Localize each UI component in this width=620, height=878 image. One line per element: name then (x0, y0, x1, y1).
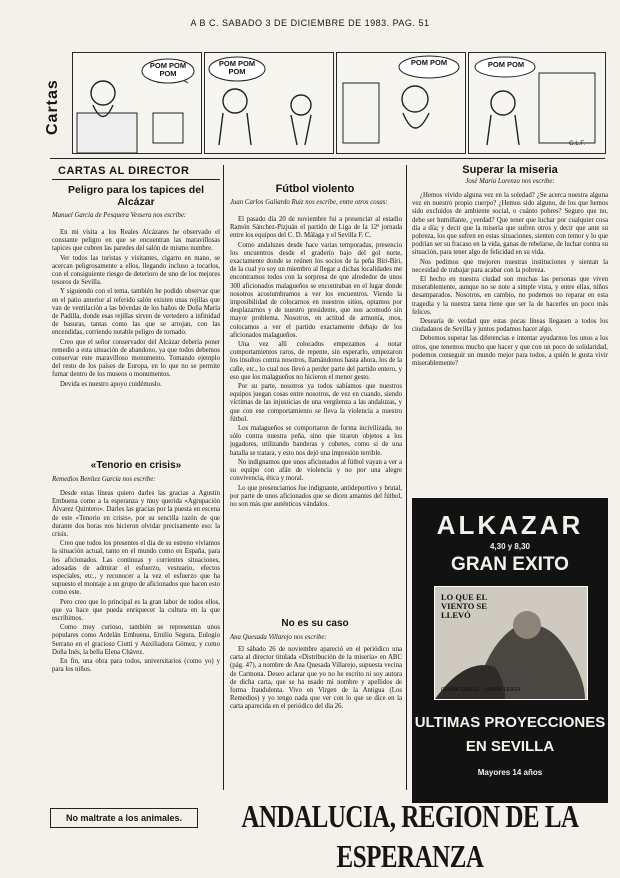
left-body-2-p4: Como muy curioso, también se representan unos populares como Ardelán Embuena, Emilio Segura, Eulogio Serrano en el gracioso Ciutti y Auxiliadora Gómez, y como Doña Inés, la bella Elena Chávez. (52, 624, 220, 656)
column-rule-2 (406, 165, 407, 790)
film-poster (434, 586, 588, 700)
comic-panel-3 (336, 52, 466, 154)
middle-body-1 (230, 216, 402, 612)
poster-cast: CLARK GABLE · VIVIEN LEIGH (441, 687, 521, 693)
left-body-2-p1: Desde estas líneas quiero darles las gracias a Agustín Embuena como a la esperanza y muy querida «Agrupación Álvarez Quintero». Darles las gracias por la puesta en escena de este «Tenorio en crisis», por su sencilla razón de que durante dos horas nos hicieron olvidar precisamente eso: la crisis. (52, 490, 220, 539)
comic-panel-2 (204, 52, 334, 154)
comic-sfx-4: POM POM (487, 60, 525, 69)
middle-byline-1: Juan Carlos Galiardo Ruiz nos escribe, entre otros cosas: (230, 199, 388, 206)
right-body-p3: El hecho en nuestra ciudad son muchas las personas que viven miserablemente, aunque no se note a simple vista, y entre ellas, niños desamparados. Nosotros, en cambio, no podemos no reparar en esta tragedia y la nuestra tarea tiene que ser la de hacerles un poco más felices. (412, 276, 608, 316)
middle-byline-2: Ana Quesada Villarejo nos escribe: (230, 634, 327, 641)
animals-notice-box: No maltrate a los animales. (50, 808, 198, 828)
right-byline: José María Lorenzo nos escribe: (465, 178, 555, 185)
page-header: A B C. SABADO 3 DE DICIEMBRE DE 1983. PAG. 51 (190, 18, 430, 28)
middle-body-1-p2: Como andaluzes desde hace varias temporadas, presencio los encuentros desde el graderío bajo del gol norte, exactamente donde se reúnen los socios de la peña Biri-Biri, de la cual yo soy un miembro al llegar a dichas localidades me encontramos todos con la sorpresa de que alrededor de unos 300 aficionados malagueños se encontraban en el lugar donde nosotros acostumbramos a ver los encuentros. Viendo la imposibilidad de colocarnos en nuestros sitios, optamos por desplazarnos y de nuestro presidente, que nos acomodó sin mayor problema. Nosotros, en actitud de armonía, mos, colocamos a ver el partido exactamente debajo de los aficionados malagueños. (230, 241, 402, 339)
right-body-p2: Nos pedimos que mejoren nuestras instituciones y sientan la necesidad de trabajar para acabar con la pobreza. (412, 258, 608, 274)
middle-headline-1: Fútbol violento (275, 183, 355, 195)
left-body-1-p1: En mi visita a los Reales Alcázares he observado el constante peligro en que se encuentran las maravillosas tapices que cubren las paredes del salón de mismo nombre. (52, 229, 220, 253)
comic-sfx-3: POM POM (410, 58, 448, 67)
left-headline-2: «Tenorio en crisis» (90, 460, 182, 471)
left-body-2 (52, 490, 220, 802)
left-body-2-p2: Creo que todos los presentes el día de su estreno vivíamos la situación actual, tanto en el mundo como en España, para los aficionados. Las continuas y corrientes situaciones, adosadas de admirar el esfuerzo, vestuario, efectos especiales, etc., y reconocer a la vez el esfuerzo que ha supuesto el montaje a un grupo de aficionados que hacen esto como este. (52, 540, 220, 597)
comic-panel-1 (72, 52, 202, 154)
ad-cinema-name: ALKAZAR (436, 510, 584, 540)
ad-showtimes: 4,30 y 8,30 (489, 542, 531, 551)
comic-panel-3-drawing (337, 53, 465, 153)
left-body-1-p3: Y siguiendo con el tema, también he podido observar que en el patio anterior al referido salón existen unas rejillas que van de ventilación a las bóvedas de los baños de Doña María de Padilla, donde esas rejillas sirven de vertedero a infinidad de basuras, tantas como las que se arrojan, con las encendidas, corriendo notable peligro de tornado. (52, 288, 220, 337)
poster-title: LO QUE EL VIENTO SE LLEVÓ (441, 592, 487, 620)
ad-city: EN SEVILLA (465, 738, 555, 755)
cinema-advertisement (412, 498, 608, 803)
middle-body-1-p6: No indignamos que unos aficionados al fútbol vayan a ver a su equipo con afán de violencia y no por una alegre convivencia, ética y moral. (230, 458, 402, 483)
comic-credit: G.L.F. (569, 141, 586, 147)
right-body-p4: Desearía de verdad que estas pocas líneas llegasen a todos los ciudadanos de Sevilla y juntos podamos hacer algo. (412, 318, 608, 334)
left-byline-2: Remedios Benítez García nos escribe: (52, 476, 156, 483)
middle-body-2-p1: El sábado 26 de noviembre apareció en el periódico una carta al director titulada «Distribución de la miseria» en ABC (pág. 47), a nombre de Ana Quesada Villarejo, supuesta vecina de Carmona. Deseo aclarar que yo no he escrito ni soy autora de dicha carta, que se ha usado mi nombre y apellidos de forma fraudulenta. Vivo en Virgen de la Antigua (Los Remedios) y yo tengo nada que ver con lo que se dice en la carta aparecida en el periódico del día 26. (230, 646, 402, 711)
right-body-p5: Debemos superar las diferencias e intentar ayudarnos los unos a los otros, que tenemos mucho que hacer y que con un poco de solidaridad, podemos conseguir un mundo mejor para todos, a quién le gusta vivir miserablemente? (412, 335, 608, 368)
ad-last-screenings: ULTIMAS PROYECCIONES (414, 714, 606, 731)
column-rule-1 (223, 165, 224, 790)
middle-body-1-p4: Por su parte, nosotros ya todos sabíamos que nuestros equipos juegan cosas entre nosotros, de vez en cuando, siendo víctimas de las injusticias de una vergüenza a las andaluzas, y que con ese comportamiento se lleva la violencia a nuestro fútbol. (230, 383, 402, 423)
ad-age-rating: Mayores 14 años (477, 768, 543, 777)
right-body-p1: ¿Hemos vivido alguna vez en la soledad? ¿Se acerca nuestra alguna vez en nuestro propio cuerpo? ¿Hemos sido alguno, de los que hemos sido excluidos de ambiente social, o cuánto pobres? Seguro que no, debe ser humillante, ¿verdad? Que tener que luchar por cualquier cosa día a día; y decir que la miseria que sufren otros y decir que ante su pobreza, los que sufren en estas situaciones, sienten con temor y lo que podrían ser su fracaso en la vida, ganas de rebelarse, de luchar contra su situación, para tener algo de felicidad en su vida. (412, 192, 608, 257)
section-title: CARTAS AL DIRECTOR (58, 165, 190, 177)
section-rule (52, 179, 220, 180)
middle-body-1-p3: Una vez allí colocados empezamos a notar comportamientos raros, de repente, sin esperarlo, empezaron los insultos contra nosotros, llamándonos hasta ahora, los de la calle, etc., lo cual nos llevó a perder parte del partido entero, y eso que los malagueños no hicieron el menor gesto. (230, 341, 402, 381)
left-byline-1: Manuel García de Pesquera Vessera nos escribe: (52, 212, 187, 219)
comic-panel-4 (468, 52, 606, 154)
left-body-1-p4: Creo que el señor conservador del Alcázar debería poner remedio a esta situación de abandono, ya que todos debemos conservar este maravilloso monumento. Tomando ejemplo del resto de los países de Europa, en lo que no se permite fumar dentro de los museos o monumentos. (52, 338, 220, 379)
left-body-1-p2: Ver todos las turistas y visitantes, cigarro en mano, se acercan peligrosamente a ellos, llegando incluso a tocarlos, con el consiguiente riesgo de deterioro de uno de los mejores tesoros de Sevilla. (52, 254, 220, 287)
middle-body-1-p7: Lo que presenciamos fue indignante, antideportivo y brutal, por parte de unos aficionados que se dicen amantes del fútbol, no son más que auténticos vándalos. (230, 484, 402, 508)
comic-section-tag: Cartas (44, 79, 61, 135)
left-body-1 (52, 229, 220, 455)
right-headline: Superar la miseria (462, 164, 558, 176)
left-body-2-p5: En fin, una obra para todos, universitarios (como yo) y para los niños. (52, 658, 220, 674)
bottom-banner-headline: ANDALUCIA, REGION DE LA ESPERANZA (241, 800, 579, 875)
middle-headline-2: No es su caso (281, 618, 349, 629)
left-headline-1: Peligro para los tapices del Alcázar (68, 184, 204, 208)
right-body (412, 192, 608, 490)
middle-body-2 (230, 646, 402, 788)
middle-body-1-p5: Los malagueños se comportaron de forma incivilizada, no sólo contra nuestra peña, sino que tiraron objetos a los jugadores, utilizando banderas y cohetes, como si de una batalla se tratara, y esto nos dejó una impresión terrible. (230, 425, 402, 457)
left-body-1-p5: Devida es nuestro apoyo cuidémoslo. (60, 380, 162, 388)
comic-sfx-2: POM POM POM (218, 59, 256, 76)
middle-body-1-p1: El pasado día 20 de noviembre fui a presenciar al estadio Ramón Sánchez-Pizjuán el partido de Liga de la 12ª jornada entre los equipos del C. D. Málaga y el Sevilla F. C. (230, 216, 402, 240)
ad-subtitle: GRAN EXITO (451, 554, 569, 575)
left-body-2-p3: Pero creo que lo principal es la gran labor de todos ellos, que ya hace que pueda enriquecer la cultura en la que escribimos. (52, 598, 220, 623)
comic-sfx-1: POM POM POM (149, 61, 187, 78)
